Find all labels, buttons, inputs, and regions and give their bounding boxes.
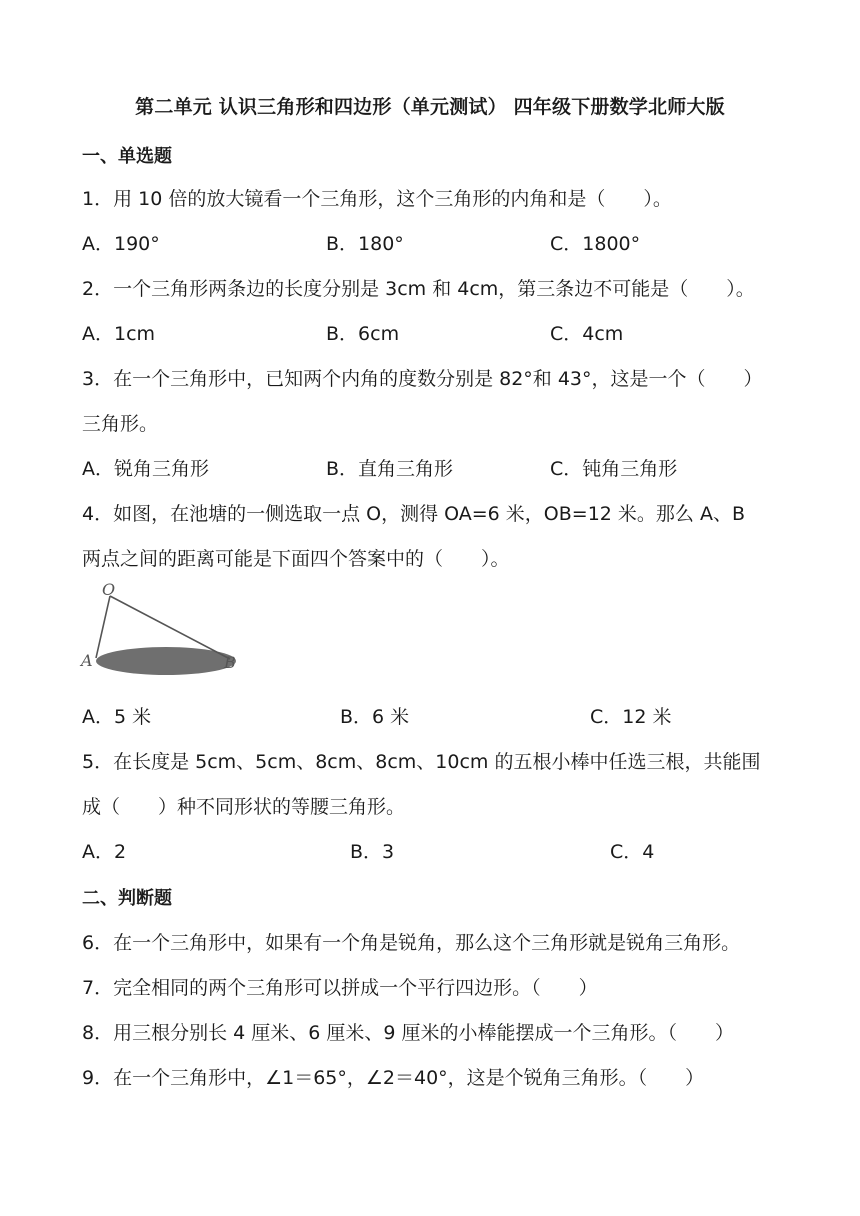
question-2-stem: 2．一个三角形两条边的长度分别是 3cm 和 4cm，第三条边不可能是（ ）。 [82,278,755,300]
question-4-option-a: A．5 米 [82,706,152,728]
page-title: 第二单元 认识三角形和四边形（单元测试） 四年级下册数学北师大版 [135,96,725,118]
question-5-option-a: A．2 [82,841,127,863]
question-4-stem-line-2: 两点之间的距离可能是下面四个答案中的（ ）。 [82,548,510,570]
question-3-option-a: A．锐角三角形 [82,458,209,480]
question-5-option-b: B．3 [350,841,395,863]
point-b-label: B [224,653,236,672]
point-a-label: A [81,651,93,670]
question-1-option-a: A．190° [82,233,160,255]
question-4-stem-line-1: 4．如图，在池塘的一侧选取一点 O，测得 OA=6 米，OB=12 米。那么 A、B [82,503,745,525]
question-2-option-a: A．1cm [82,323,156,345]
question-3-stem-line-1: 3．在一个三角形中，已知两个内角的度数分别是 82°和 43°，这是一个（ ） [82,368,763,390]
section-heading-true-false: 二、判断题 [82,888,172,909]
question-6-stem: 6．在一个三角形中，如果有一个角是锐角，那么这个三角形就是锐角三角形。 [82,932,741,954]
question-5-option-c: C．4 [610,841,655,863]
question-9-stem: 9．在一个三角形中，∠1＝65°，∠2＝40°，这是个锐角三角形。（ ） [82,1067,705,1089]
point-o-label: O [102,580,116,599]
question-1-option-c: C．1800° [550,233,641,255]
pond-figure [78,580,243,680]
pond-diagram [78,580,243,680]
question-3-option-b: B．直角三角形 [326,458,454,480]
question-3-stem-line-2: 三角形。 [82,413,159,435]
question-5-stem-line-1: 5．在长度是 5cm、5cm、8cm、8cm、10cm 的五根小棒中任选三根，共能围 [82,751,761,773]
question-1-option-b: B．180° [326,233,404,255]
section-heading-single-choice: 一、单选题 [82,146,172,167]
question-2-option-c: C．4cm [550,323,624,345]
question-1-stem: 1．用 10 倍的放大镜看一个三角形，这个三角形的内角和是（ ）。 [82,188,672,210]
question-5-stem-line-2: 成（ ）种不同形状的等腰三角形。 [82,796,406,818]
question-7-stem: 7．完全相同的两个三角形可以拼成一个平行四边形。（ ） [82,977,598,999]
question-4-option-b: B．6 米 [340,706,410,728]
question-8-stem: 8．用三根分别长 4 厘米、6 厘米、9 厘米的小棒能摆成一个三角形。（ ） [82,1022,735,1044]
question-2-option-b: B．6cm [326,323,400,345]
question-4-option-c: C．12 米 [590,706,672,728]
question-3-option-c: C．钝角三角形 [550,458,678,480]
segment-oa [96,596,110,658]
